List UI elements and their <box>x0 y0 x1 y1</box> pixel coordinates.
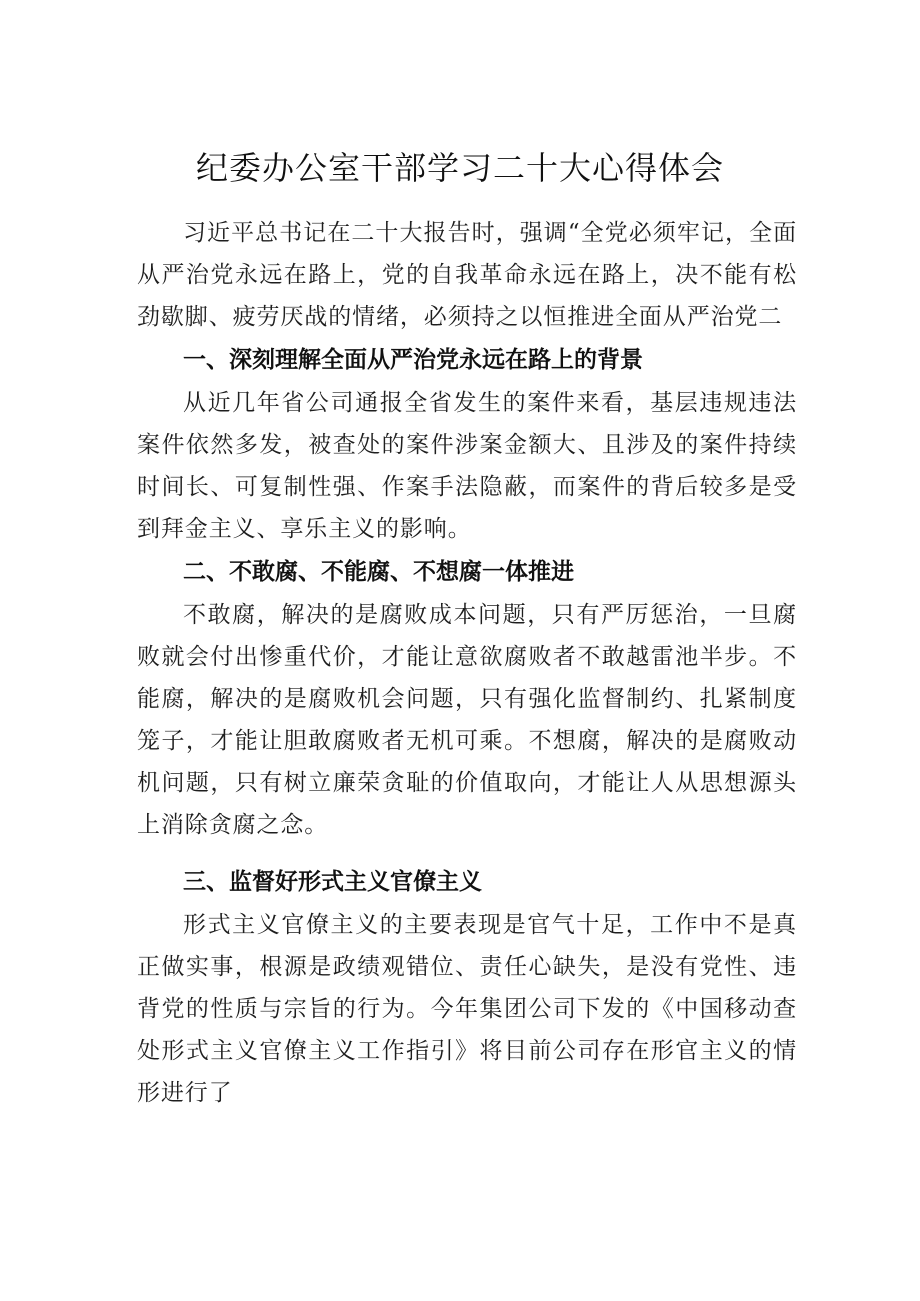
section-1-paragraph: 从近几年省公司通报全省发生的案件来看，基层违规违法案件依然多发，被查处的案件涉案金额大、且涉及的案件持续时间长、可复制性强、作案手法隐蔽，而案件的背后较多是受到拜金主义、享乐主义的影响。 <box>137 390 797 542</box>
intro-paragraph: 习近平总书记在二十大报告时，强调“全党必须牢记，全面从严治党永远在路上，党的自我革命永远在路上，决不能有松劲歇脚、疲劳厌战的情绪，必须持之以恒推进全面从严治党二 <box>137 220 797 330</box>
document-title: 纪委办公室干部学习二十大心得体会 <box>195 149 724 187</box>
document-body <box>137 212 797 1114</box>
section-3-paragraph: 形式主义官僚主义的主要表现是官气十足，工作中不是真正做实事，根源是政绩观错位、责任心缺失，是没有党性、违背党的性质与宗旨的行为。今年集团公司下发的《中国移动查处形式主义官僚主义工作指引》将目前公司存在形官主义的情形进行了 <box>137 912 797 1106</box>
section-1-heading: 一、深刻理解全面从严治党永远在路上的背景 <box>183 347 643 373</box>
section-2-heading: 二、不敢腐、不能腐、不想腐一体推进 <box>183 559 574 585</box>
section-2-paragraph: 不敢腐，解决的是腐败成本问题，只有严厉惩治，一旦腐败就会付出惨重代价，才能让意欲腐败者不敢越雷池半步。不能腐，解决的是腐败机会问题，只有强化监督制约、扎紧制度笼子，才能让胆敢腐败者无机可乘。不想腐，解决的是腐败动机问题，只有树立廉荣贪耻的价值取向，才能让人从思想源头上消除贪腐之念。 <box>137 602 797 838</box>
section-3-heading: 三、监督好形式主义官僚主义 <box>183 869 482 895</box>
